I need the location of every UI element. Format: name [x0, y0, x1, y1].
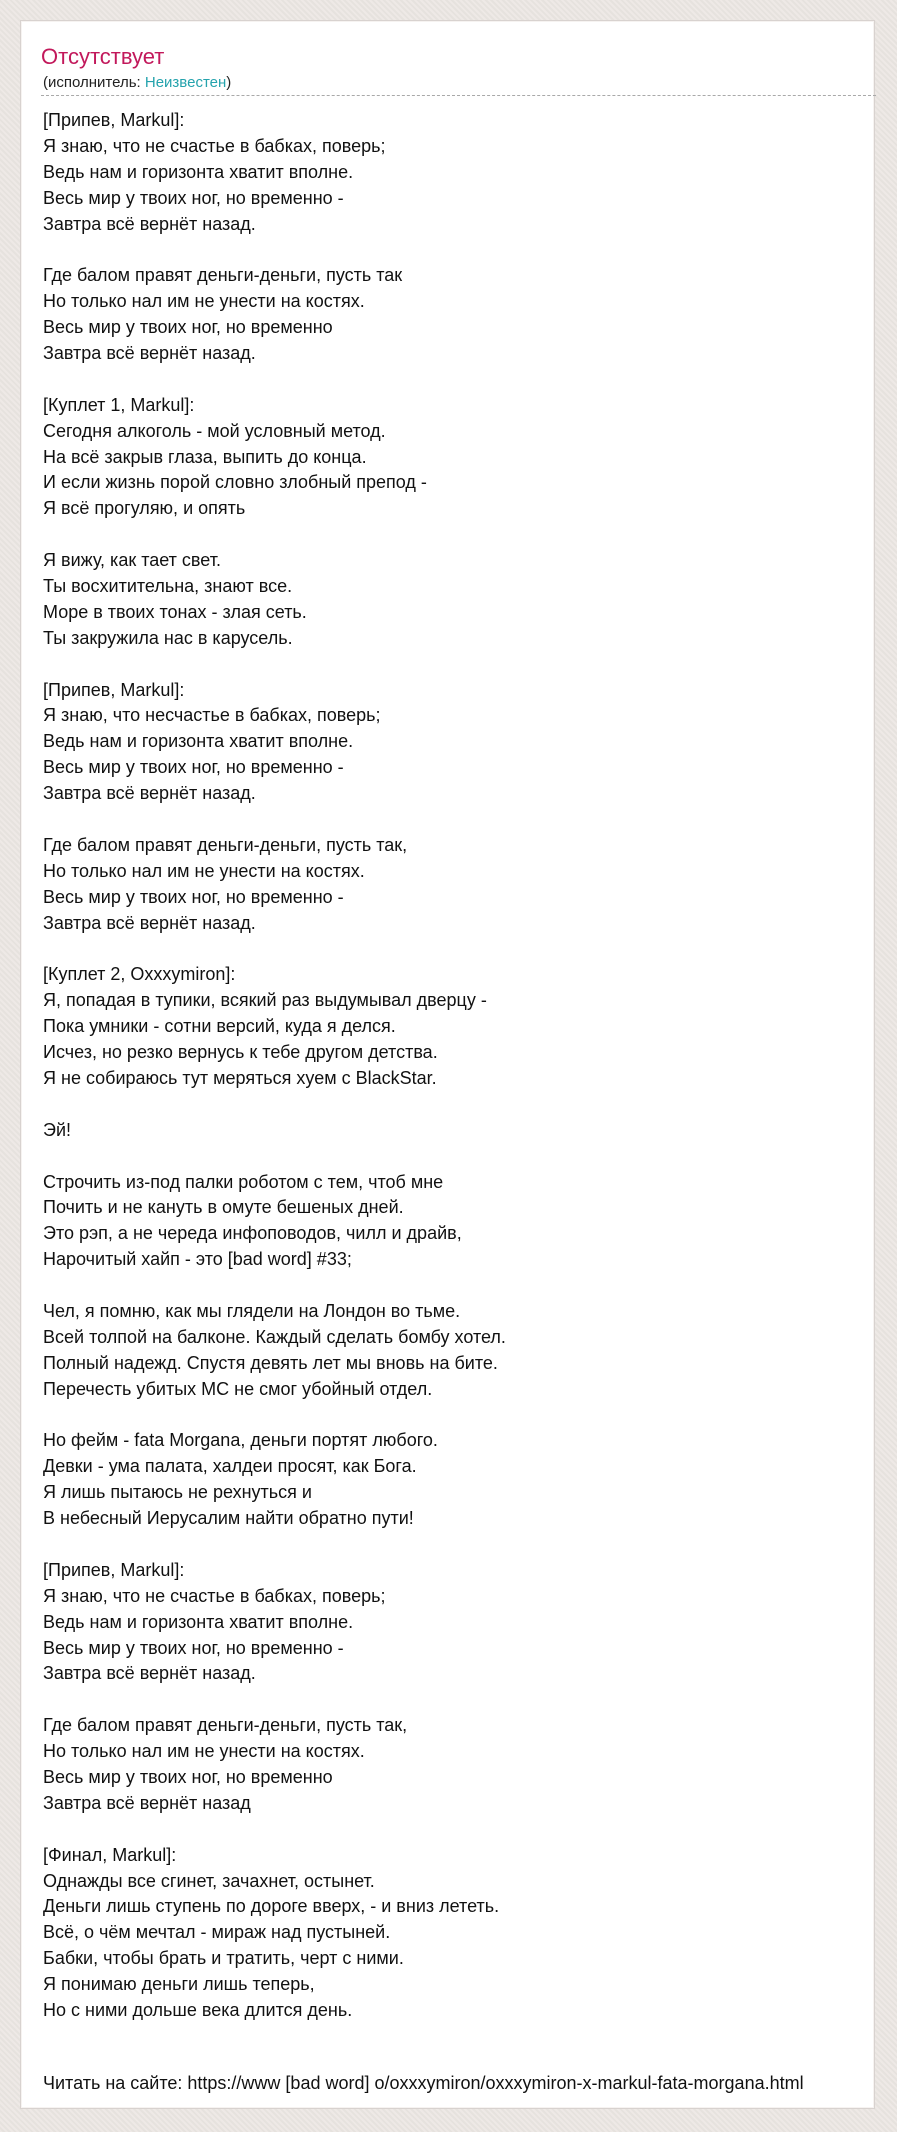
lyric-line: Девки - ума палата, халдеи просят, как Бога.: [43, 1456, 417, 1477]
performer-line: [43, 73, 231, 93]
lyric-line: [Куплет 2, Oxxxymiron]:: [43, 964, 236, 985]
stanza-gap: [43, 1403, 878, 1429]
lyric-line: Где балом правят деньги-деньги, пусть так,: [43, 1715, 408, 1736]
lyric-line: Исчез, но резко вернусь к тебе другом детства.: [43, 1042, 438, 1063]
lyric-line: [Припев, Markul]:: [43, 1559, 185, 1580]
lyric-line: И если жизнь порой словно злобный препод -: [43, 472, 427, 493]
lyric-line: Море в твоих тонах - злая сеть.: [43, 601, 307, 622]
lyric-line: Сегодня алкоголь - мой условный метод.: [43, 420, 386, 441]
lyric-line: Весь мир у твоих ног, но временно -: [43, 1637, 344, 1658]
stanza-gap: [43, 1532, 878, 1558]
lyric-line: Это рэп, а не череда инфоповодов, чилл и драйв,: [43, 1223, 462, 1244]
lyric-line: Я знаю, что не счастье в бабках, поверь;: [43, 1585, 386, 1606]
lyric-line: Весь мир у твоих ног, но временно -: [43, 757, 344, 778]
lyric-line: Но только нал им не унести на костях.: [43, 860, 365, 881]
lyric-line: Я вижу, как тает свет.: [43, 550, 221, 571]
lyric-line: Я, попадая в тупики, всякий раз выдумывал дверцу -: [43, 990, 487, 1011]
lyric-line: Весь мир у твоих ног, но временно -: [43, 187, 344, 208]
lyric-line: Бабки, чтобы брать и тратить, черт с ними.: [43, 1948, 404, 1969]
lyric-line: Я знаю, что не счастье в бабках, поверь;: [43, 135, 386, 156]
lyric-line: Весь мир у твоих ног, но временно: [43, 317, 333, 338]
lyric-line: Но только нал им не унести на костях.: [43, 291, 365, 312]
lyric-line: [Куплет 1, Markul]:: [43, 394, 195, 415]
lyric-line: Всей толпой на балконе. Каждый сделать бомбу хотел.: [43, 1326, 506, 1347]
stanza-gap: [43, 937, 878, 963]
performer-link[interactable]: Неизвестен: [144, 74, 227, 91]
stanza-gap: [43, 1687, 878, 1713]
lyric-line: Завтра всё вернёт назад.: [43, 912, 256, 933]
lyrics-body: [43, 108, 878, 2024]
lyric-line: Весь мир у твоих ног, но временно: [43, 1767, 333, 1787]
lyric-line: Я не собираюсь тут меряться хуем с BlackStar.: [43, 1067, 437, 1088]
lyric-line: В небесный Иерусалим найти обратно пути!: [43, 1508, 414, 1529]
lyric-line: Ведь нам и горизонта хватит вполне.: [43, 161, 354, 182]
stanza-gap: [43, 652, 878, 678]
performer-label: (исполнитель:: [43, 74, 145, 91]
lyric-line: Почить и не кануть в омуте бешеных дней.: [43, 1197, 404, 1218]
lyric-line: Ведь нам и горизонта хватит вполне.: [43, 1611, 354, 1632]
stanza-gap: [43, 1092, 878, 1118]
lyric-line: Строчить из-под палки роботом с тем, чтоб мне: [43, 1171, 444, 1192]
lyric-line: Чел, я помню, как мы глядели на Лондон во тьме.: [43, 1300, 461, 1321]
lyric-line: Деньги лишь ступень по дороге вверх, - и вниз лететь.: [43, 1896, 500, 1917]
stanza-gap: [43, 367, 878, 393]
lyric-line: Нарочитый хайп - это [bad word] #33;: [43, 1249, 352, 1270]
source-url-link[interactable]: https://www [bad word] o/oxxxymiron/oxxxymiron-x-markul-fata-morgana.html: [187, 2073, 804, 2093]
lyric-line: [Припев, Markul]:: [43, 679, 185, 700]
lyric-line: Ты закружила нас в карусель.: [43, 627, 293, 648]
lyric-line: Ты восхитительна, знают все.: [43, 576, 293, 597]
lyric-line: Я знаю, что несчастье в бабках, поверь;: [43, 705, 381, 726]
lyric-line: Всё, о чём мечтал - мираж над пустыней.: [43, 1922, 391, 1943]
lyric-line: Ведь нам и горизонта хватит вполне.: [43, 731, 354, 752]
lyric-line: Эй!: [43, 1119, 71, 1140]
lyric-line: Однажды все сгинет, зачахнет, остынет.: [43, 1870, 375, 1891]
lyric-line: Завтра всё вернёт назад.: [43, 783, 256, 804]
stanza-gap: [43, 1273, 878, 1299]
lyric-line: [Припев, Markul]:: [43, 110, 185, 130]
lyric-line: Но фейм - fata Morgana, деньги портят любого.: [43, 1430, 438, 1451]
stanza-gap: [43, 1817, 878, 1843]
lyrics-card: [20, 20, 875, 2109]
lyric-line: Я всё прогуляю, и опять: [43, 498, 246, 519]
lyric-line: Полный надежд. Спустя девять лет мы вновь на бите.: [43, 1352, 498, 1373]
song-title: Отсутствует: [41, 44, 165, 69]
source-footer: [43, 2070, 804, 2096]
lyric-line: Завтра всё вернёт назад.: [43, 1663, 256, 1684]
stanza-gap: [43, 1144, 878, 1170]
lyric-line: Но с ними дольше века длится день.: [43, 2000, 353, 2021]
lyric-line: Перечесть убитых МС не смог убойный отдел.: [43, 1378, 433, 1399]
lyric-line: Но только нал им не унести на костях.: [43, 1741, 365, 1762]
lyric-line: На всё закрыв глаза, выпить до конца.: [43, 446, 367, 467]
title-divider: [41, 95, 876, 96]
lyric-line: Где балом правят деньги-деньги, пусть так,: [43, 834, 408, 855]
lyric-line: Завтра всё вернёт назад.: [43, 343, 256, 364]
source-label: Читать на сайте:: [43, 2073, 188, 2093]
lyric-line: Весь мир у твоих ног, но временно -: [43, 886, 344, 907]
lyric-line: Я лишь пытаюсь не рехнуться и: [43, 1482, 312, 1503]
lyric-line: Завтра всё вернёт назад: [43, 1792, 251, 1813]
lyric-line: [Финал, Markul]:: [43, 1844, 177, 1865]
lyric-line: Где балом правят деньги-деньги, пусть так: [43, 265, 403, 286]
lyric-line: Пока умники - сотни версий, куда я делся.: [43, 1016, 396, 1037]
stanza-gap: [43, 807, 878, 833]
stanza-gap: [43, 522, 878, 548]
performer-close: ): [226, 74, 232, 91]
lyric-line: Завтра всё вернёт назад.: [43, 213, 256, 234]
stanza-gap: [43, 237, 878, 263]
lyric-line: Я понимаю деньги лишь теперь,: [43, 1974, 315, 1995]
